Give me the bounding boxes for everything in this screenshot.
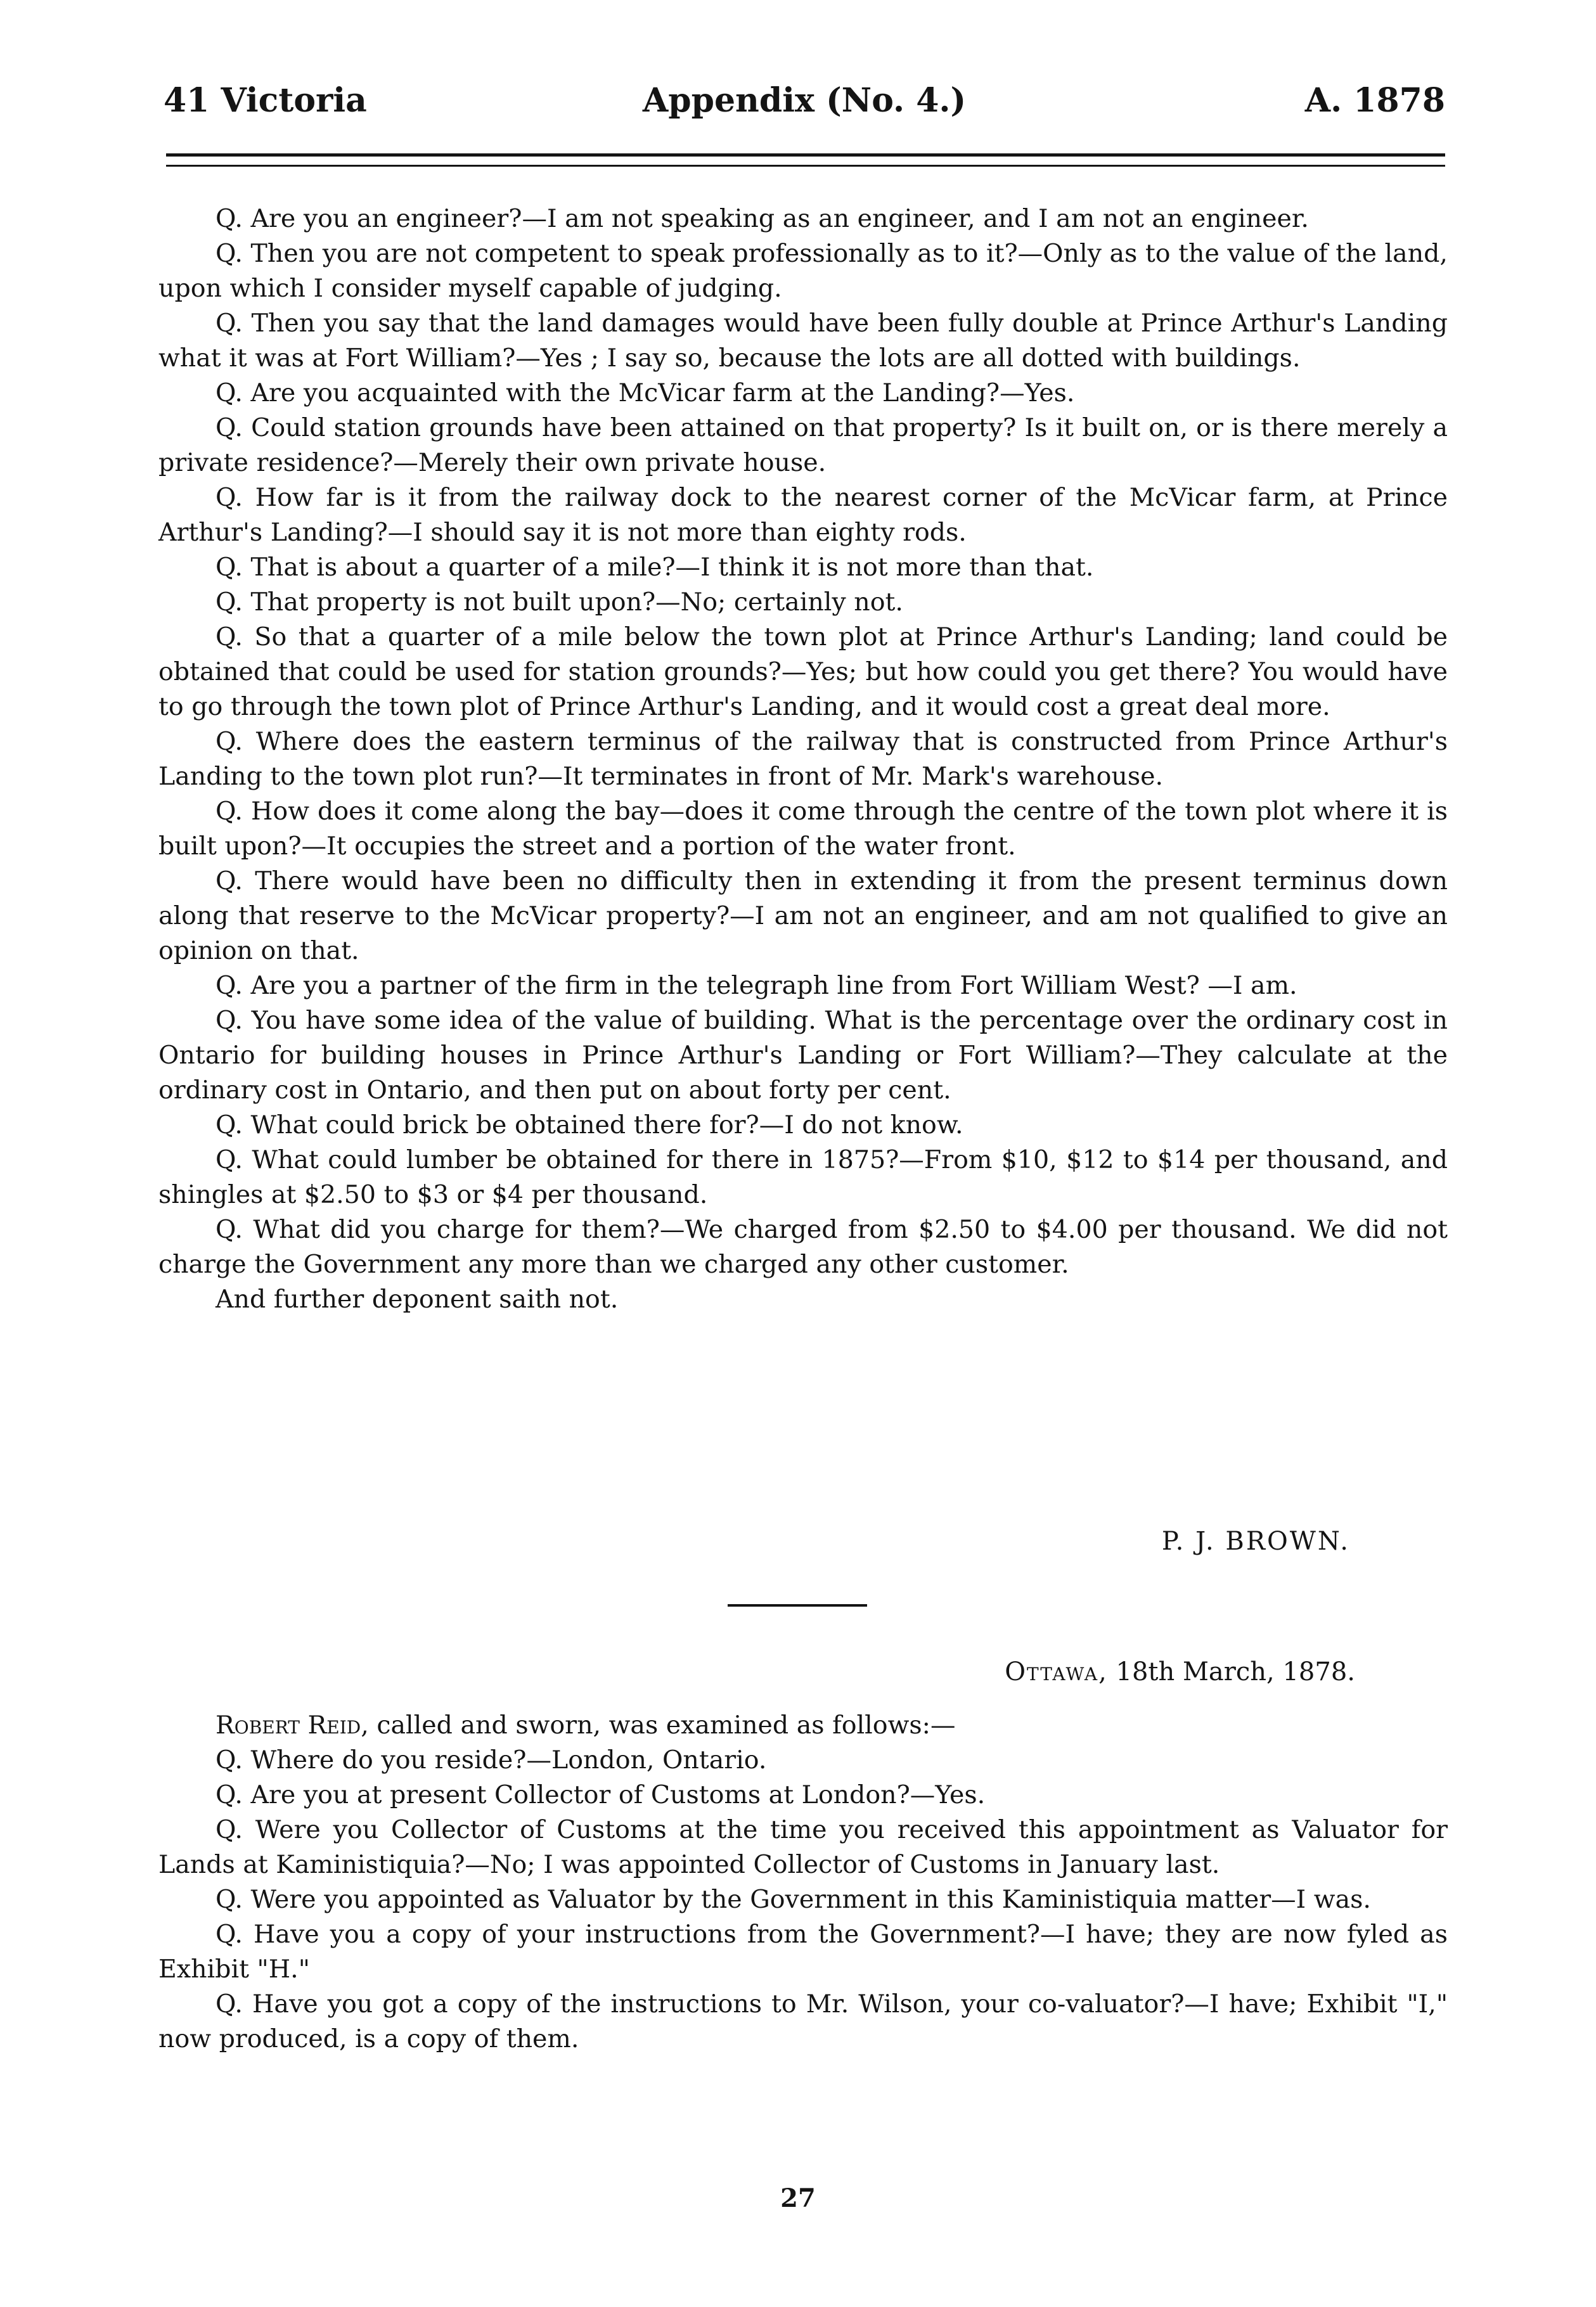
testimony-paragraph: Q. Have you got a copy of the instructions to Mr. Wilson, your co-valuator?—I have; Exhibit "I," now produced, is a copy of them. (158, 1989, 1448, 2053)
testimony-paragraph: Q. What did you charge for them?—We charged from $2.50 to $4.00 per thousand. We did not charge the Government any more than we charged any other customer. (158, 1215, 1448, 1279)
testimony-paragraph: Q. There would have been no difficulty then in extending it from the present terminus down along that reserve to the McVicar property?—I am not an engineer, and am not qualified to give an opinion on that. (158, 866, 1448, 965)
testimony-paragraph: Q. Were you Collector of Customs at the time you received this appointment as Valuator for Lands at Kaministiquia?—No; I was appointed Collector of Customs in January last. (158, 1815, 1448, 1879)
testimony-paragraph: Q. Then you say that the land damages would have been fully double at Prince Arthur's Landing what it was at Fort William?—Yes ; I say so, because the lots are all dotted with buildings. (158, 309, 1448, 373)
testimony-paragraph: Q. You have some idea of the value of building. What is the percentage over the ordinary cost in Ontario for building houses in Prince Arthur's Landing or Fort William?—They calculate at the ordinary cost in Ontario, and then put on about forty per cent. (158, 1006, 1448, 1105)
testimony-paragraph: Q. So that a quarter of a mile below the town plot at Prince Arthur's Landing; land could be obtained that could be used for station grounds?—Yes; but how could you get there? You would have to go through the town plot of Prince Arthur's Landing, and it would cost a great deal more. (158, 622, 1448, 721)
header-session: 41 Victoria (164, 81, 367, 120)
testimony-paragraph: Q. Are you a partner of the firm in the telegraph line from Fort William West? —I am. (216, 971, 1297, 1000)
dateline-date: 18th March, 1878. (1107, 1657, 1355, 1687)
testimony-paragraph: Q. Could station grounds have been attained on that property? Is it built on, or is there merely a private residence?—Merely their own private house. (158, 413, 1448, 477)
header-appendix: Appendix (No. 4.) (642, 81, 967, 120)
running-header (164, 81, 1445, 132)
testimony-paragraph: Q. Were you appointed as Valuator by the Government in this Kaministiquia matter—I was. (216, 1885, 1371, 1914)
witness-intro-text: called and sworn, was examined as follows:— (368, 1711, 956, 1740)
testimony-paragraph: Q. Where do you reside?—London, Ontario. (216, 1745, 767, 1775)
testimony-paragraph: Q. That is about a quarter of a mile?—I think it is not more than that. (216, 553, 1094, 582)
reid-testimony (158, 1708, 1448, 2057)
testimony-paragraph: Q. Then you are not competent to speak professionally as to it?—Only as to the value of the land, upon which I consider myself capable of judging. (158, 239, 1448, 303)
witness-introduction (158, 1708, 1448, 1743)
page-number: 27 (780, 2183, 816, 2213)
witness-name: Robert Reid, (216, 1711, 369, 1740)
testimony-paragraph: Q. What could brick be obtained there for?—I do not know. (216, 1110, 963, 1140)
header-rule-thick (166, 153, 1445, 157)
deponent-signature: P. J. BROWN. (1161, 1527, 1350, 1556)
testimony-paragraph: Q. Where does the eastern terminus of the railway that is constructed from Prince Arthur's Landing to the town plot run?—It terminates in front of Mr. Mark's warehouse. (158, 727, 1448, 791)
testimony-paragraph: Q. What could lumber be obtained for there in 1875?—From $10, $12 to $14 per thousand, and shingles at $2.50 to $3 or $4 per thousand. (158, 1145, 1448, 1209)
section-divider (728, 1604, 867, 1607)
testimony-paragraph: Q. How does it come along the bay—does it come through the centre of the town plot where it is built upon?—It occupies the street and a portion of the water front. (158, 797, 1448, 861)
header-year: A. 1878 (1304, 81, 1445, 120)
brown-testimony (158, 202, 1448, 1317)
testimony-paragraph: Q. Are you an engineer?—I am not speaking as an engineer, and I am not an engineer. (216, 204, 1309, 233)
testimony-paragraph: Q. Are you acquainted with the McVicar farm at the Landing?—Yes. (216, 378, 1075, 408)
testimony-paragraph: Q. Are you at present Collector of Customs at London?—Yes. (216, 1780, 986, 1809)
dateline-place: Ottawa, (1005, 1657, 1108, 1687)
testimony-paragraph: Q. Have you a copy of your instructions from the Government?—I have; they are now fyled as Exhibit "H." (158, 1920, 1448, 1984)
closing-statement: And further deponent saith not. (216, 1285, 619, 1314)
dateline (1005, 1657, 1355, 1687)
testimony-paragraph: Q. That property is not built upon?—No; certainly not. (216, 588, 903, 617)
header-rule-thin (166, 165, 1445, 167)
testimony-paragraph: Q. How far is it from the railway dock to the nearest corner of the McVicar farm, at Prince Arthur's Landing?—I should say it is not more than eighty rods. (158, 483, 1448, 547)
